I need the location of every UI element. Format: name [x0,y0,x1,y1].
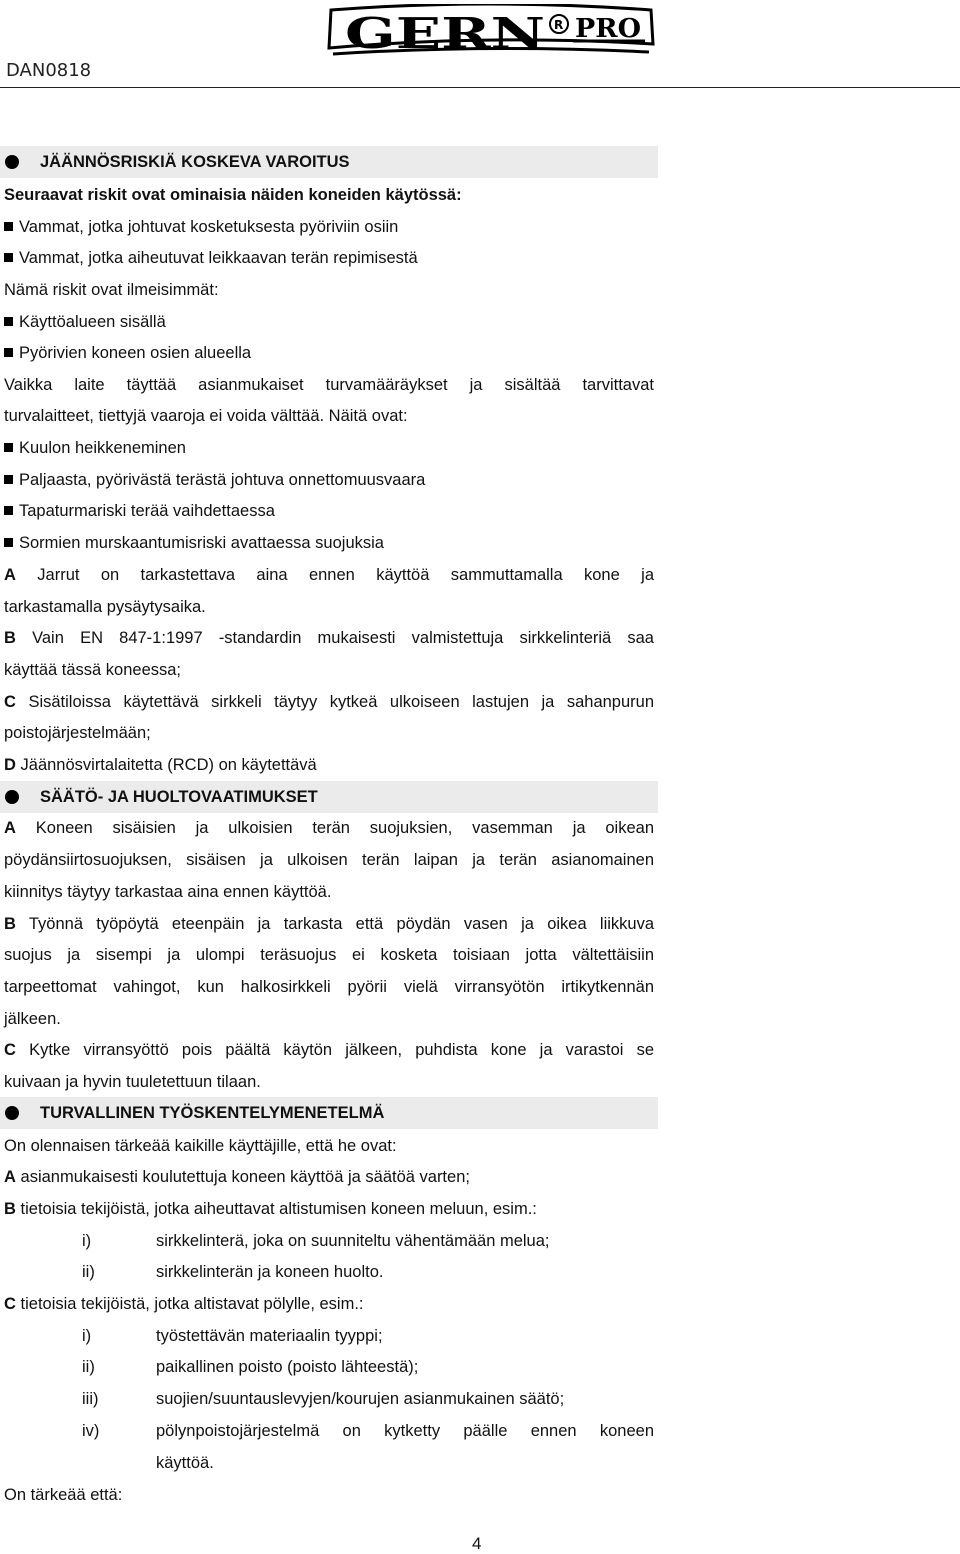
risk-item: Sormien murskaantumisriski avattaessa suojuksia [4,533,384,553]
lettered-item-cont: käyttää tässä koneessa; [4,661,182,679]
lettered-item-cont: jälkeen. [4,1010,61,1028]
square-bullet-icon [4,253,13,262]
sub-item-number: iv) [82,1422,100,1440]
lettered-item: B tietoisia tekijöistä, jotka aiheuttavat altistumisen koneen meluun, esim.: [4,1200,537,1218]
document-id: DAN0818 [6,60,92,81]
sub-item-text: työstettävän materiaalin tyyppi; [156,1327,383,1345]
lettered-item-cont: kiinnitys täytyy tarkastaa aina ennen käyttöä. [4,883,332,901]
sub-item-text: paikallinen poisto (poisto lähteestä); [156,1358,419,1376]
svg-text:PRO: PRO [575,14,641,44]
lettered-item-cont: poistojärjestelmään; [4,724,151,742]
lettered-item: C Kytke virransyöttö pois päältä käytön jälkeen, puhdista kone ja varastoi se [4,1041,654,1059]
header-rule [0,87,960,88]
sub-item-number: ii) [82,1263,95,1281]
square-bullet-icon [4,538,13,547]
risk-item: Paljaasta, pyörivästä terästä johtuva onnettomuusvaara [4,470,425,490]
lettered-item: C tietoisia tekijöistä, jotka altistavat pölylle, esim.: [4,1295,364,1313]
square-bullet-icon [4,317,13,326]
lettered-item: C Sisätiloissa käytettävä sirkkeli täytyy kytkeä ulkoiseen lastujen ja sahanpurun [4,693,654,711]
bullet-dot-icon [5,155,19,169]
sub-item-text: sirkkelinterä, joka on suunniteltu vähentämään melua; [156,1232,550,1250]
risk-item: Käyttöalueen sisällä [4,312,166,332]
section-title: JÄÄNNÖSRISKIÄ KOSKEVA VAROITUS [40,153,350,171]
text-line: Vaikka laite täyttää asianmukaiset turvamääräykset ja sisältää tarvittavat [4,376,654,394]
square-bullet-icon [4,506,13,515]
section-header-residual-risks [0,146,658,178]
section-header-safe-work [0,1097,658,1129]
gern-pro-logo [323,4,658,66]
sub-item-number: i) [82,1232,92,1250]
lettered-item-cont: suojus ja sisempi ja ulompi teräsuojus ei kosketa toisiaan jotta vältettäisiin [4,946,654,964]
lettered-item: B Vain EN 847-1:1997 -standardin mukaisesti valmistettuja sirkkelinteriä saa [4,629,654,647]
lettered-item: A Koneen sisäisien ja ulkoisien terän suojuksien, vasemman ja oikean [4,819,654,837]
svg-text:R: R [554,18,564,32]
sub-item-text: sirkkelinterän ja koneen huolto. [156,1263,384,1281]
lettered-item-cont: tarpeettomat vahingot, kun halkosirkkeli pyörii vielä virransyötön irtikytkennän [4,978,654,996]
sub-item-text: pölynpoistojärjestelmä on kytketty päälle ennen koneen [156,1422,654,1440]
risk-item: Tapaturmariski terää vaihdettaessa [4,501,275,521]
bullet-dot-icon [5,790,19,804]
lettered-item: D Jäännösvirtalaitetta (RCD) on käytettävä [4,756,317,774]
text-line: Nämä riskit ovat ilmeisimmät: [4,281,219,299]
square-bullet-icon [4,348,13,357]
lettered-item-cont: pöydänsiirtosuojuksen, sisäisen ja ulkoisen terän laipan ja terän asianomainen [4,851,654,869]
lettered-item: A Jarrut on tarkastettava aina ennen käyttöä sammuttamalla kone ja [4,566,654,584]
square-bullet-icon [4,475,13,484]
section-title: SÄÄTÖ- JA HUOLTOVAATIMUKSET [40,788,318,806]
sub-item-number: ii) [82,1358,95,1376]
risk-item: Vammat, jotka johtuvat kosketuksesta pyöriviin osiin [4,217,398,237]
text-line: On olennaisen tärkeää kaikille käyttäjille, että he ovat: [4,1137,397,1155]
square-bullet-icon [4,443,13,452]
sub-item-text: suojien/suuntauslevyjen/kourujen asianmukainen säätö; [156,1390,565,1408]
risk-item: Kuulon heikkeneminen [4,438,186,458]
bullet-dot-icon [5,1106,19,1120]
text-line: turvalaitteet, tiettyjä vaaroja ei voida välttää. Näitä ovat: [4,407,408,425]
risk-item: Pyörivien koneen osien alueella [4,343,251,363]
risk-item: Vammat, jotka aiheutuvat leikkaavan terän repimisestä [4,248,418,268]
text-line: On tärkeää että: [4,1486,123,1504]
lettered-item: A asianmukaisesti koulutettuja koneen käyttöä ja säätöä varten; [4,1168,470,1186]
section-title: TURVALLINEN TYÖSKENTELYMENETELMÄ [40,1104,385,1122]
svg-text:GERN: GERN [345,9,545,58]
page-number: 4 [472,1534,482,1553]
sub-item-number: iii) [82,1390,99,1408]
lettered-item: B Työnnä työpöytä eteenpäin ja tarkasta että pöydän vasen ja oikea liikkuva [4,915,655,933]
section-header-maintenance [0,781,658,813]
square-bullet-icon [4,222,13,231]
sub-item-text-cont: käyttöä. [156,1454,214,1472]
sub-item-number: i) [82,1327,92,1345]
lettered-item-cont: tarkastamalla pysäytysaika. [4,598,206,616]
intro-line: Seuraavat riskit ovat ominaisia näiden koneiden käytössä: [4,186,462,204]
lettered-item-cont: kuivaan ja hyvin tuuletettuun tilaan. [4,1073,261,1091]
